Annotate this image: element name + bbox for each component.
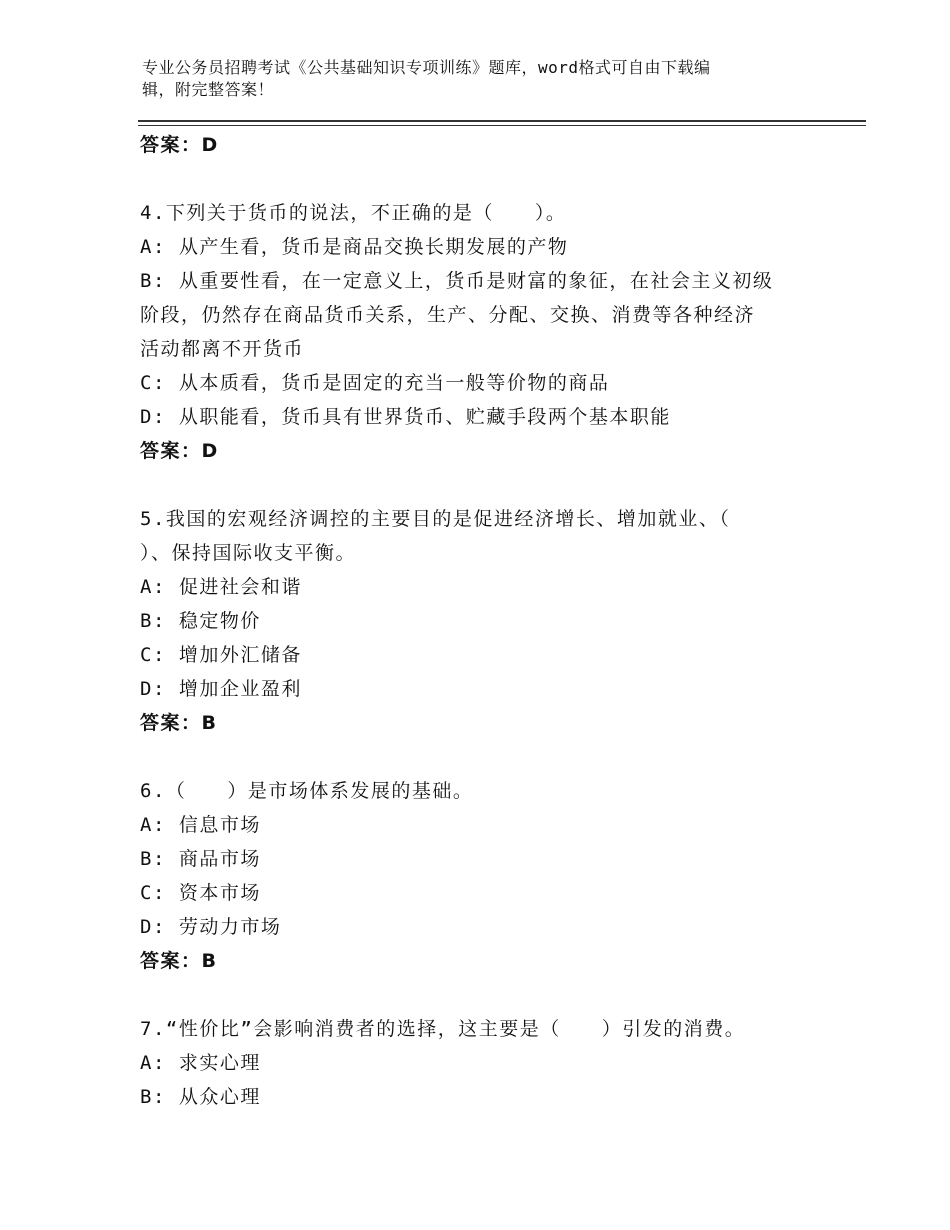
option-b-line-1: B: 从重要性看，在一定意义上，货币是财富的象征，在社会主义初级: [140, 270, 774, 292]
option-b: B: 从众心理: [140, 1086, 261, 1108]
question-4: [140, 196, 820, 468]
option-b: B: 商品市场: [140, 848, 261, 870]
question-content: [140, 128, 820, 1114]
option-d: D: 劳动力市场: [140, 916, 282, 938]
question-5: [140, 502, 820, 740]
header-line-2: 辑，附完整答案！: [142, 80, 275, 99]
option-b-line-3: 活动都离不开货币: [140, 338, 305, 360]
question-stem: 6.（ ）是市场体系发展的基础。: [140, 780, 474, 802]
option-a: A: 促进社会和谐: [140, 576, 302, 598]
spacer: [140, 740, 820, 774]
header-divider-thin: [138, 125, 866, 126]
option-b-line-2: 阶段，仍然存在商品货币关系，生产、分配、交换、消费等各种经济: [140, 304, 756, 326]
question-stem: 7.“性价比”会影响消费者的选择，这主要是（ ）引发的消费。: [140, 1018, 746, 1040]
spacer: [140, 468, 820, 502]
spacer: [140, 978, 820, 1012]
spacer: [140, 162, 820, 196]
question-stem-line-1: 5.我国的宏观经济调控的主要目的是促进经济增长、增加就业、（: [140, 508, 731, 530]
answer-line: 答案：B: [140, 712, 218, 734]
option-c: C: 从本质看，货币是固定的充当一般等价物的商品: [140, 372, 610, 394]
option-a: A: 从产生看，货币是商品交换长期发展的产物: [140, 236, 569, 258]
question-stem: 4.下列关于货币的说法，不正确的是（ ）。: [140, 202, 567, 224]
option-b: B: 稳定物价: [140, 610, 261, 632]
option-a: A: 信息市场: [140, 814, 261, 836]
option-d: D: 从职能看，货币具有世界货币、贮藏手段两个基本职能: [140, 406, 671, 428]
document-header: [142, 57, 802, 101]
question-stem-line-2: ）、保持国际收支平衡。: [140, 542, 357, 564]
header-divider-thick: [138, 120, 866, 122]
answer-line: 答案：B: [140, 950, 218, 972]
header-line-1: 专业公务员招聘考试《公共基础知识专项训练》题库，word格式可自由下载编: [142, 58, 711, 77]
option-c: C: 增加外汇储备: [140, 644, 302, 666]
answer-line: 答案：D: [140, 440, 219, 462]
question-6: [140, 774, 820, 978]
option-c: C: 资本市场: [140, 882, 261, 904]
option-a: A: 求实心理: [140, 1052, 261, 1074]
question-7: [140, 1012, 820, 1114]
answer-line: 答案：D: [140, 134, 219, 156]
option-d: D: 增加企业盈利: [140, 678, 302, 700]
